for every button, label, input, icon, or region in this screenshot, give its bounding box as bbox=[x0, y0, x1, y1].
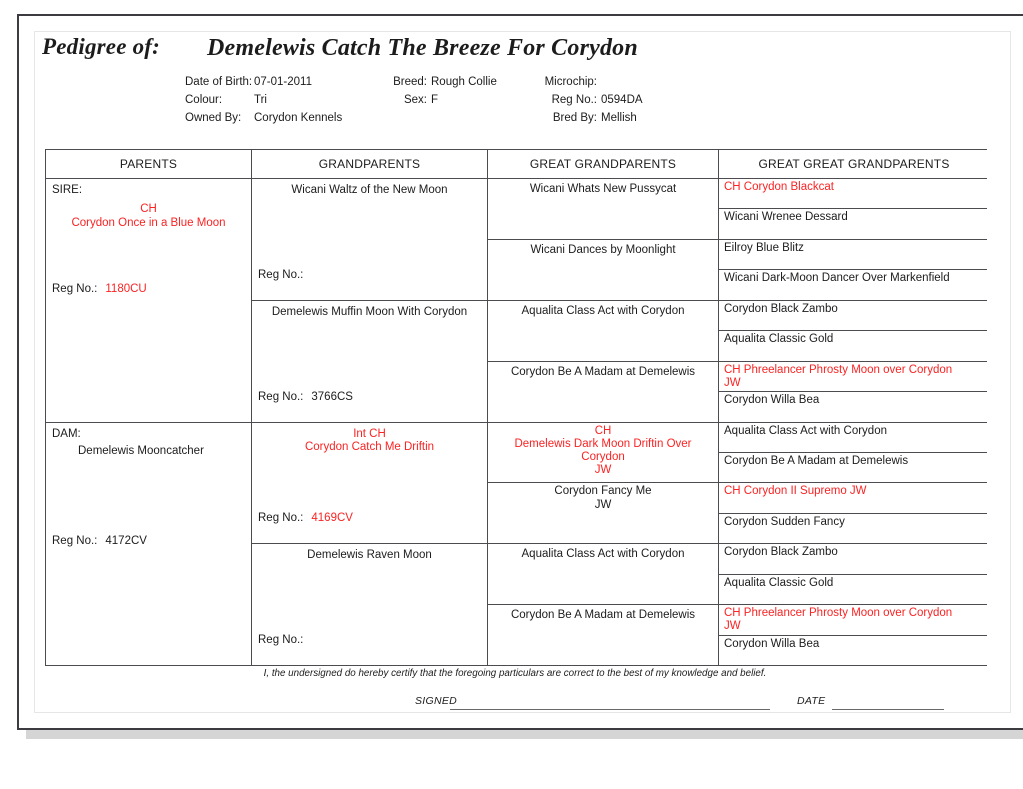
microchip-label: Microchip: bbox=[544, 76, 597, 88]
sire-role-label: SIRE: bbox=[52, 184, 83, 196]
date-label: DATE bbox=[797, 695, 826, 707]
sire-cell bbox=[46, 179, 251, 422]
grandparent-reg-row bbox=[258, 512, 353, 524]
ggg-cell-6: Aqualita Classic Gold bbox=[719, 331, 989, 360]
dob-value: 07-01-2011 bbox=[254, 76, 312, 88]
owned-by-row bbox=[185, 109, 342, 127]
reg-label: Reg No.: bbox=[258, 268, 304, 281]
ggg-cell-7: CH Phreelancer Phrosty Moon over Corydon JW bbox=[719, 362, 989, 391]
header-great-grandparents: GREAT GRANDPARENTS bbox=[488, 150, 718, 178]
great-grandparent-name: CH Demelewis Dark Moon Driftin Over Corydon JW bbox=[514, 424, 692, 477]
grandparent-title: Int CH bbox=[353, 427, 386, 440]
grandparent-cell-4 bbox=[252, 544, 487, 665]
ggg-cell-9: Aqualita Class Act with Corydon bbox=[719, 423, 989, 452]
grandparent-reg-value: 3766CS bbox=[311, 390, 353, 403]
ggg-cell-13: Corydon Black Zambo bbox=[719, 544, 989, 573]
ggg-cell-8: Corydon Willa Bea bbox=[719, 392, 989, 421]
dob-label: Date of Birth: bbox=[185, 76, 253, 88]
ggg-cell-3: Eilroy Blue Blitz bbox=[719, 240, 989, 269]
info-column-3 bbox=[512, 73, 643, 127]
owned-by-label: Owned By: bbox=[185, 112, 242, 124]
bred-by-row bbox=[512, 109, 643, 127]
info-column-2 bbox=[349, 73, 497, 109]
dam-name bbox=[46, 445, 251, 459]
ggg-cell-11: CH Corydon II Supremo JW bbox=[719, 483, 989, 512]
breed-row bbox=[349, 73, 497, 91]
dog-name-title: Demelewis Catch The Breeze For Corydon bbox=[207, 35, 638, 61]
pedigree-table bbox=[45, 149, 987, 666]
reg-label: Reg No.: bbox=[258, 390, 304, 403]
sire-reg-row bbox=[52, 283, 147, 295]
grandparent-reg-row bbox=[258, 391, 353, 403]
great-grandparent-cell-2: Wicani Dances by Moonlight bbox=[488, 240, 718, 300]
reg-label: Reg No.: bbox=[258, 512, 304, 525]
ggg-cell-4: Wicani Dark-Moon Dancer Over Markenfield bbox=[719, 270, 989, 299]
grandparent-name: Int CH Corydon Catch Me Driftin bbox=[252, 428, 487, 456]
dam-reg-row bbox=[52, 535, 147, 547]
ggg-cell-15: CH Phreelancer Phrosty Moon over Corydon JW bbox=[719, 605, 989, 634]
grandparent-cell-3 bbox=[252, 423, 487, 544]
reg-label: Reg No.: bbox=[258, 634, 304, 646]
ggg-cell-12: Corydon Sudden Fancy bbox=[719, 514, 989, 543]
header-parents: PARENTS bbox=[46, 150, 251, 178]
dam-reg-value: 4172CV bbox=[105, 534, 147, 547]
colour-value: Tri bbox=[254, 94, 267, 106]
great-grandparent-cell-1: Wicani Whats New Pussycat bbox=[488, 179, 718, 239]
ggg-cell-2: Wicani Wrenee Dessard bbox=[719, 209, 989, 238]
ggg-cell-10: Corydon Be A Madam at Demelewis bbox=[719, 453, 989, 482]
bred-by-label: Bred By: bbox=[552, 112, 597, 124]
ggg-cell-16: Corydon Willa Bea bbox=[719, 636, 989, 665]
ggg-cell-5: Corydon Black Zambo bbox=[719, 301, 989, 330]
dob-row bbox=[185, 73, 342, 91]
grandparent-reg-row bbox=[258, 269, 311, 281]
sire-title: CH bbox=[140, 203, 157, 215]
breed-label: Breed: bbox=[393, 76, 427, 88]
reg-no-value: 0594DA bbox=[601, 94, 643, 106]
ggg-cell-1: CH Corydon Blackcat bbox=[719, 179, 989, 208]
grandparent-reg-value: 4169CV bbox=[311, 512, 353, 525]
dam-cell bbox=[46, 423, 251, 666]
great-grandparent-cell-3: Aqualita Class Act with Corydon bbox=[488, 301, 718, 361]
sire-name bbox=[46, 203, 251, 231]
great-grandparent-cell-5 bbox=[488, 423, 718, 483]
great-grandparent-cell-8: Corydon Be A Madam at Demelewis bbox=[488, 605, 718, 665]
reg-no-row bbox=[512, 91, 643, 109]
grandparent-name: Demelewis Raven Moon bbox=[307, 549, 432, 562]
great-grandparent-cell-6 bbox=[488, 483, 718, 543]
signed-label: SIGNED bbox=[415, 695, 458, 707]
dam-role-label: DAM: bbox=[52, 427, 81, 440]
bred-by-value: Mellish bbox=[601, 112, 637, 124]
owned-by-value: Corydon Kennels bbox=[254, 112, 343, 124]
sire-reg-value: 1180CU bbox=[105, 283, 147, 295]
header-great-great-grandparents: GREAT GREAT GRANDPARENTS bbox=[719, 150, 989, 178]
sire-name-text: Corydon Once in a Blue Moon bbox=[71, 216, 226, 229]
certificate-page bbox=[17, 14, 1023, 730]
great-grandparent-cell-7: Aqualita Class Act with Corydon bbox=[488, 544, 718, 604]
microchip-row bbox=[512, 73, 643, 91]
grandparent-cell-1 bbox=[252, 179, 487, 300]
page-title: Pedigree of: bbox=[42, 34, 160, 59]
reg-label: Reg No.: bbox=[52, 534, 98, 547]
breed-value: Rough Collie bbox=[431, 76, 497, 88]
ggg-cell-14: Aqualita Classic Gold bbox=[719, 575, 989, 604]
grandparent-cell-2 bbox=[252, 301, 487, 422]
signature-line bbox=[450, 680, 770, 710]
colour-label: Colour: bbox=[185, 94, 223, 106]
grandparent-name: Demelewis Muffin Moon With Corydon bbox=[271, 305, 468, 318]
sex-value: F bbox=[431, 94, 439, 106]
great-grandparent-name: Corydon Fancy Me JW bbox=[554, 485, 652, 511]
header-grandparents: GRANDPARENTS bbox=[252, 150, 487, 178]
grandparent-reg-row bbox=[258, 634, 311, 646]
date-line bbox=[832, 680, 944, 710]
reg-label: Reg No.: bbox=[52, 283, 98, 295]
sex-label: Sex: bbox=[403, 94, 427, 106]
great-grandparent-cell-4: Corydon Be A Madam at Demelewis bbox=[488, 362, 718, 422]
dam-name-text: Demelewis Mooncatcher bbox=[78, 444, 204, 457]
colour-row bbox=[185, 91, 342, 109]
info-column-1 bbox=[185, 73, 342, 127]
sex-row bbox=[349, 91, 497, 109]
reg-no-label: Reg No.: bbox=[551, 94, 597, 106]
certification-statement: I, the undersigned do hereby certify that the foregoing particulars are correct to the best of my knowledge and belief. bbox=[263, 668, 767, 679]
grandparent-name: Wicani Waltz of the New Moon bbox=[291, 184, 448, 196]
